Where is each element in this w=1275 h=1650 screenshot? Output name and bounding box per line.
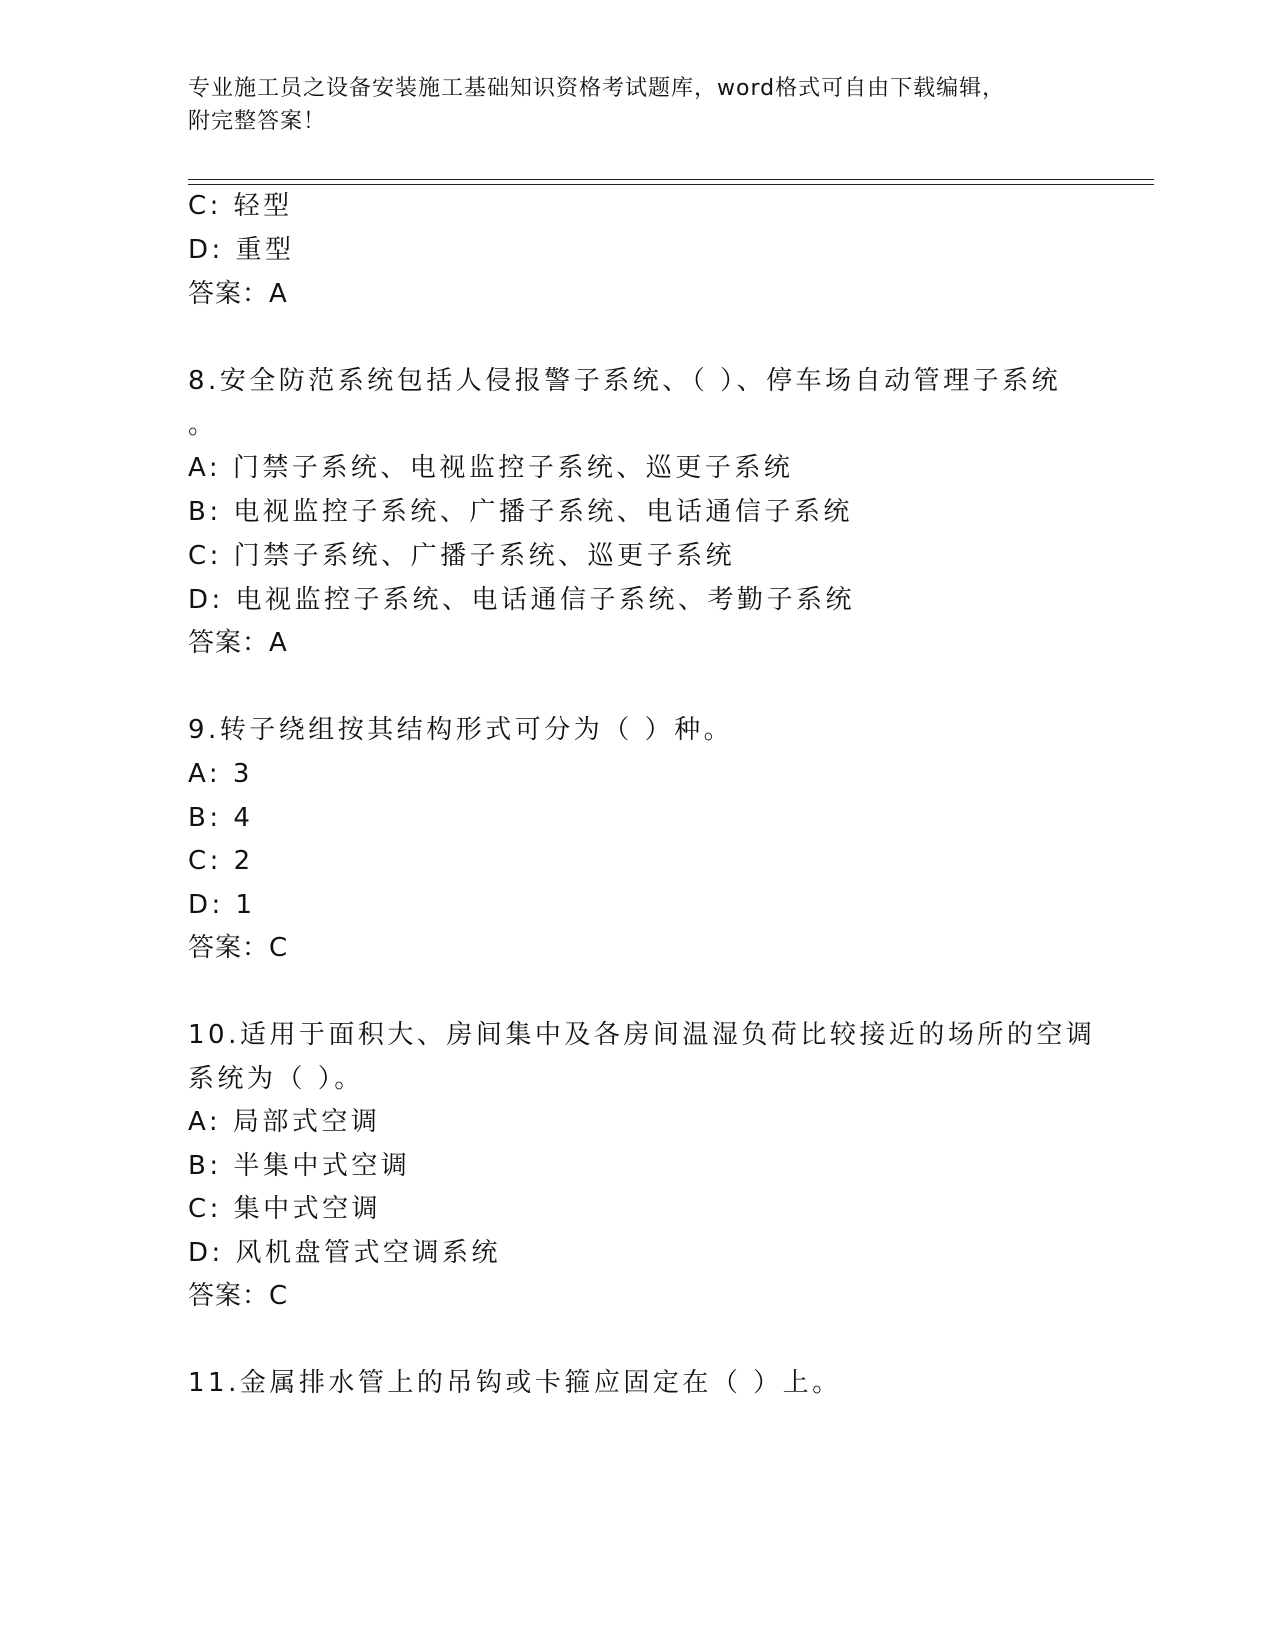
q10-option-c: C: 集中式空调 [188, 1194, 382, 1224]
q9-option-d: D: 1 [188, 890, 256, 920]
q10-option-b: B: 半集中式空调 [188, 1151, 411, 1181]
q8-option-b: B: 电视监控子系统、广播子系统、电话通信子系统 [188, 497, 853, 527]
q10-answer: 答案：C [188, 1281, 289, 1311]
q9-stem: 9.转子绕组按其结构形式可分为（ ）种。 [188, 715, 734, 745]
q8-answer: 答案：A [188, 628, 288, 658]
q7-answer: 答案：A [188, 279, 288, 309]
header-line-1: 专业施工员之设备安装施工基础知识资格考试题库，word格式可自由下载编辑， [188, 76, 1006, 101]
q10-option-d: D: 风机盘管式空调系统 [188, 1238, 502, 1268]
header-line-2: 附完整答案！ [188, 109, 327, 134]
q10-stem-line-1: 10.适用于面积大、房间集中及各房间温湿负荷比较接近的场所的空调 [188, 1020, 1096, 1050]
q9-answer: 答案：C [188, 933, 289, 963]
q9-option-c: C: 2 [188, 846, 254, 876]
q7-option-c: C: 轻型 [188, 191, 293, 221]
document-header [188, 72, 1088, 138]
q8-option-d: D: 电视监控子系统、电话通信子系统、考勤子系统 [188, 585, 856, 615]
q8-option-c: C: 门禁子系统、广播子系统、巡更子系统 [188, 541, 736, 571]
q9-option-b: B: 4 [188, 803, 254, 833]
header-divider-bottom [188, 184, 1154, 185]
q7-option-d: D: 重型 [188, 235, 295, 265]
header-divider-top [188, 179, 1154, 180]
q8-stem-line-2: 。 [188, 410, 218, 440]
q11-stem: 11.金属排水管上的吊钩或卡箍应固定在（ ）上。 [188, 1368, 842, 1398]
q10-option-a: A: 局部式空调 [188, 1107, 381, 1137]
q10-stem-line-2: 系统为（ ）。 [188, 1064, 364, 1094]
q9-option-a: A: 3 [188, 759, 253, 789]
q8-stem-line-1: 8.安全防范系统包括人侵报警子系统、（ ）、停车场自动管理子系统 [188, 366, 1062, 396]
q8-option-a: A: 门禁子系统、电视监控子系统、巡更子系统 [188, 453, 794, 483]
